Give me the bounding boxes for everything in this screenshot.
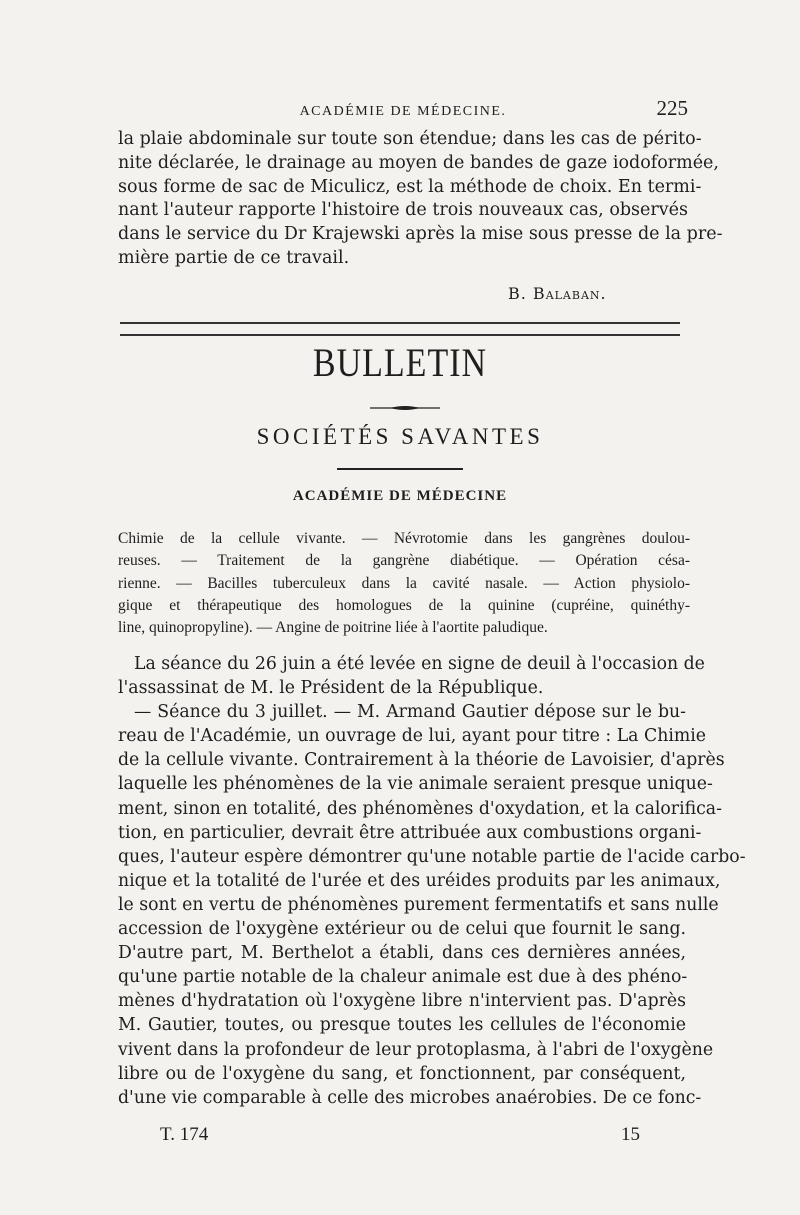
ornament-divider [368, 405, 442, 411]
body-line: de la cellule vivante. Contrairement à la théorie de Lavoisier, d'après [118, 750, 725, 771]
summary-line: line, quinopropyline). — Angine de poitrine liée à l'aortite paludique. [118, 619, 548, 637]
body-text [118, 652, 746, 1110]
double-rule-divider [120, 322, 680, 336]
body-line: qu'une partie notable de la chaleur animale est due à des phéno- [118, 967, 688, 988]
text-line: la plaie abdominale sur toute son étendue; dans les cas de périto- [118, 129, 702, 149]
page-footer [160, 1124, 640, 1154]
body-line: accession de l'oxygène extérieur ou de celui que fournit le sang. [118, 919, 686, 940]
text-line: mière partie de ce travail. [118, 247, 350, 268]
text-line: dans le service du Dr Krajewski après la mise sous presse de la pre- [118, 224, 723, 245]
page-number: 225 [656, 96, 688, 120]
body-line: M. Gautier, toutes, ou presque toutes les cellules de l'économie [118, 1015, 686, 1036]
volume-number: T. 174 [160, 1124, 209, 1145]
body-line: ques, l'auteur espère démontrer qu'une notable partie de l'acide carbo- [118, 846, 746, 867]
author-signature: B. Balaban. [508, 284, 607, 303]
summary-line: reuses. — Traitement de la gangrène diabétique. — Opération césa- [118, 552, 690, 570]
body-line: libre ou de l'oxygène du sang, et fonctionnent, par conséquent, [118, 1063, 686, 1084]
summary-line: gique et thérapeutique des homologues de la quinine (cupréine, quinéthy- [118, 596, 690, 614]
section-title: SOCIÉTÉS SAVANTES [256, 424, 544, 449]
body-line: le sont en vertu de phénomènes purement fermentatifs et sans nulle [118, 894, 719, 915]
text-line: sous forme de sac de Miculicz, est la méthode de choix. En termi- [118, 176, 702, 197]
academy-heading: ACADÉMIE DE MÉDECINE [292, 488, 508, 504]
first-paragraph [118, 128, 723, 271]
summary-line: Chimie de la cellule vivante. — Névrotomie dans les gangrènes doulou- [118, 530, 690, 547]
short-rule-divider [337, 468, 463, 470]
summary-line: rienne. — Bacilles tuberculeux dans la cavité nasale. — Action physiolo- [118, 574, 690, 592]
running-title: ACADÉMIE DE MÉDECINE. [299, 104, 507, 119]
body-line: tion, en particulier, devrait être attribuée aux combustions organi- [118, 822, 702, 843]
running-head [118, 96, 688, 126]
body-line: nique et la totalité de l'urée et des uréides produits par les animaux, [118, 870, 721, 891]
text-line: nite déclarée, le drainage au moyen de bandes de gaze iodoformée, [118, 152, 719, 173]
text-line: nant l'auteur rapporte l'histoire de trois nouveaux cas, observés [118, 200, 688, 221]
body-line: l'assassinat de M. le Président de la République. [118, 678, 544, 699]
body-line: ment, sinon en totalité, des phénomènes d'oxydation, et la calorifica- [118, 798, 722, 819]
body-line: reau de l'Académie, un ouvrage de lui, ayant pour titre : La Chimie [118, 726, 706, 747]
body-line: laquelle les phénomènes de la vie animale seraient presque unique- [118, 774, 713, 795]
body-line: vivent dans la profondeur de leur protoplasma, à l'abri de l'oxygène [118, 1039, 714, 1060]
body-line: La séance du 26 juin a été levée en signe de deuil à l'occasion de [134, 654, 705, 674]
signature-mark: 15 [621, 1124, 640, 1145]
bulletin-title: BULLETIN [312, 341, 488, 386]
body-line: mènes d'hydratation où l'oxygène libre n'intervient pas. D'après [118, 991, 686, 1012]
session-summary [118, 528, 690, 639]
body-line: D'autre part, M. Berthelot a établi, dans ces dernières années, [118, 943, 686, 964]
body-line: — Séance du 3 juillet. — M. Armand Gautier dépose sur le bu- [134, 702, 686, 723]
body-line: d'une vie comparable à celle des microbes anaérobies. De ce fonc- [118, 1087, 702, 1108]
